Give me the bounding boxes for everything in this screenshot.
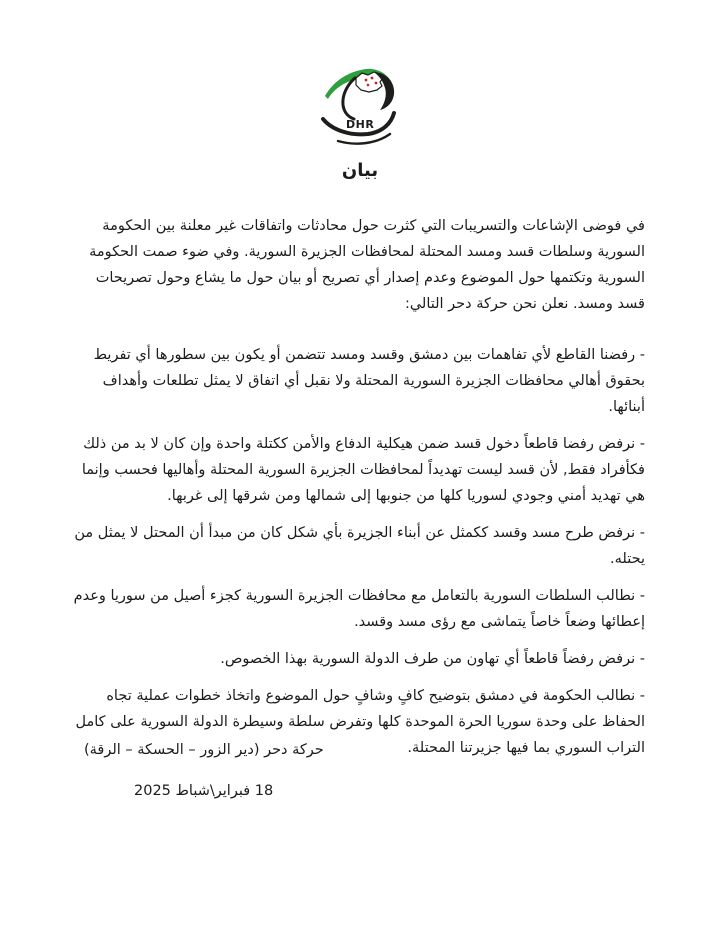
statement-point-3: - نرفض طرح مسد وقسد ككمثل عن أبناء الجزيرة بأي شكل كان من مبدأ أن المحتل لا يمثل من يحتله. — [74, 525, 645, 567]
date-line: 18 فبراير\شباط 2025 — [134, 783, 274, 799]
dhr-logo-text: DHR — [346, 118, 375, 131]
statement-title: بيان — [341, 160, 379, 181]
statement-point-2: - نرفض رفضا قاطعاً دخول قسد ضمن هيكلية الدفاع والأمن ككتلة واحدة وإن كان لا بد من ذلك فكأفراد فقط, لأن قسد ليست تهديداً لمحافظات الجزيرة السورية المحتلة وأهاليها فحسب وإنما هي تهديد أمني وجودي لسوريا كلها من جنوبها إلى شمالها ومن شرقها إلى غربها. — [81, 436, 645, 504]
logo-calligraphy-descender — [343, 78, 355, 119]
statement-body — [73, 213, 645, 772]
statement-point-4: - نطالب السلطات السورية بالتعامل مع محافظات الجزيرة السورية كجزء أصيل من سوريا وعدم إعطائها وضعاً خاصاً يتماشى مع رؤى مسد وقسد. — [73, 588, 645, 630]
statement-point-5: - نرفض رفضاً قاطعاً أي تهاون من طرف الدولة السورية بهذا الخصوص. — [220, 651, 645, 667]
dhr-logo — [310, 64, 410, 150]
statement-point-6: - نطالب الحكومة في دمشق بتوضيح كافٍ وشافٍ حول الموضوع واتخاذ خطوات عملية تجاه الحفاظ على وحدة سوريا الحرة الموحدة كلها وتفرض سلطة وسيطرة الدولة السورية على كامل التراب السوري بما فيها جزيرتنا المحتلة. — [75, 688, 645, 756]
signature-line: حركة دحر (دير الزور – الحسكة – الرقة) — [84, 742, 324, 758]
intro-paragraph: في فوضى الإشاعات والتسريبات التي كثرت حول محادثات واتفاقات غير معلنة بين الحكومة السورية وسلطات قسد ومسد المحتلة لمحافظات الجزيرة السورية. وفي ضوء صمت الحكومة السورية وتكتمها حول الموضوع وعدم إصدار أي تصريح أو بيان حول ما يشاع وحول تصريحات قسد ومسد. نعلن نحن حركة دحر التالي: — [89, 218, 645, 312]
statement-point-1: - رفضنا القاطع لأي تفاهمات بين دمشق وقسد ومسد تتضمن أو يكون بين سطورها أي تفريط بحقوق أهالي محافظات الجزيرة السورية المحتلة ولا نقبل أي اتفاق لا يمثل تطلعات وأهداف أبنائها. — [93, 347, 645, 415]
